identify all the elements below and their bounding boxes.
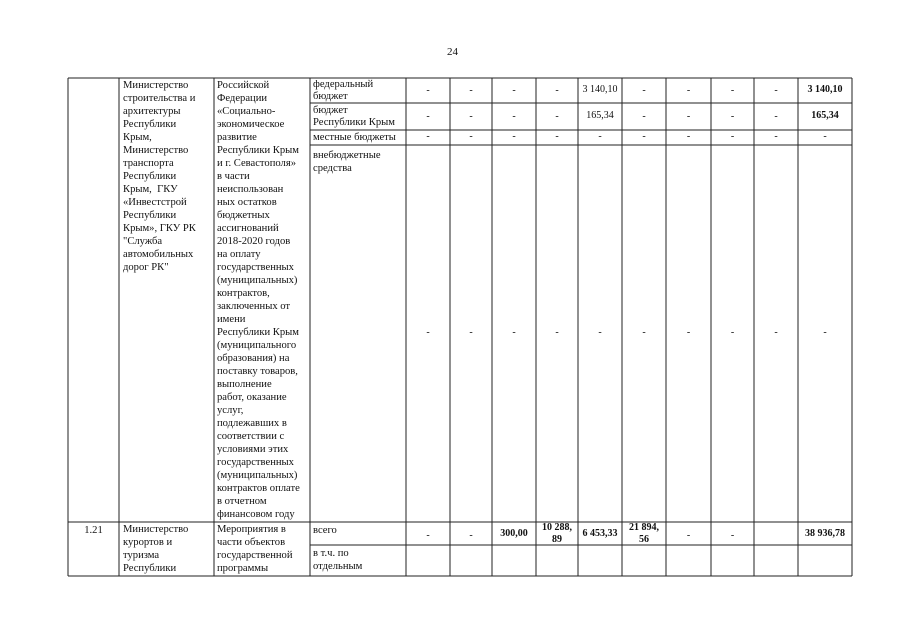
name-line: Российской (217, 80, 270, 91)
name-line: имени (217, 314, 246, 325)
cell-value: - (686, 111, 691, 122)
name-line: (муниципальных) (217, 275, 298, 286)
executor-line: Министерство (123, 80, 189, 91)
name-line: контрактов, (217, 288, 270, 299)
name-line: развитие (217, 132, 257, 143)
name-line: государственных (217, 262, 294, 273)
cell-value: - (469, 111, 473, 122)
executor-line: Республики (123, 210, 177, 221)
name-line: ных остатков (217, 197, 277, 208)
name-line: «Социально- (217, 106, 276, 117)
cell-value: - (469, 85, 473, 96)
source-label: в т.ч. по (313, 548, 349, 559)
name-line: экономическое (217, 119, 285, 130)
name-line: работ, оказание (217, 392, 287, 403)
name-line: Республики Крым (217, 145, 299, 156)
cell-value: - (469, 131, 473, 142)
cell-value: 6 453,33 (582, 528, 618, 539)
cell-value: - (774, 131, 778, 142)
executor-line: курортов и (123, 537, 173, 548)
cell-value: - (686, 131, 691, 142)
executor-line: Республики (123, 119, 177, 130)
source-label: отдельным (313, 561, 363, 572)
executor-line: транспорта (123, 158, 174, 169)
name-line: Республики Крым (217, 327, 299, 338)
cell-value: - (642, 131, 646, 142)
cell-value: - (469, 530, 473, 541)
executor-line: Крым, ГКУ (123, 184, 178, 195)
executor-line: Министерство (123, 145, 189, 156)
name-line: государственной (217, 550, 293, 561)
row-total: 38 936,78 (805, 528, 845, 539)
source-label: средства (313, 163, 352, 174)
cell-value: - (774, 327, 778, 338)
name-line: ассигнований (217, 223, 279, 234)
item-number: 1.21 (84, 525, 103, 536)
cell-value: - (730, 327, 735, 338)
name-line: Мероприятия в (217, 524, 286, 535)
source-label: бюджет (313, 105, 348, 116)
name-line: Федерации (217, 93, 268, 104)
executor-line: архитектуры (123, 106, 181, 117)
cell-value: - (774, 111, 778, 122)
name-line: части объектов (217, 537, 286, 548)
source-label: местные бюджеты (313, 132, 396, 143)
cell-value: 10 288, 89 (542, 522, 572, 545)
cell-value: - (555, 85, 559, 96)
cell-value: - (512, 111, 516, 122)
name-line: государственных (217, 457, 294, 468)
name-line: 2018-2020 годов (217, 236, 291, 247)
name-line: подлежавших в (217, 418, 287, 429)
cell-value: - (555, 327, 559, 338)
cell-value: 21 894, 56 (629, 522, 659, 545)
name-line: программы (217, 563, 269, 574)
cell-value: - (426, 131, 430, 142)
name-line: заключенных от (217, 301, 291, 312)
cell-value: - (512, 327, 516, 338)
name-line: (муниципального (217, 340, 297, 351)
name-line: неиспользован (217, 184, 284, 195)
cell-value: - (730, 111, 735, 122)
cell-value: - (512, 85, 516, 96)
executor-line: дорог РК" (123, 262, 169, 273)
source-label: Республики Крым (313, 117, 395, 128)
name-line: выполнение (217, 379, 272, 390)
source-label: внебюджетные (313, 150, 381, 161)
cell-value: - (426, 85, 430, 96)
executor-line: строительства и (123, 93, 196, 104)
cell-value: - (642, 111, 646, 122)
cell-value: 165,34 (586, 110, 614, 121)
name-line: (муниципальных) (217, 470, 298, 481)
name-line: соответствии с (217, 431, 285, 442)
row-total: 165,34 (811, 110, 839, 121)
cell-value: - (598, 327, 602, 338)
name-line: финансовом году (217, 509, 295, 520)
name-line: бюджетных (217, 210, 270, 221)
executor-line: "Служба (123, 236, 163, 247)
cell-value: - (426, 530, 430, 541)
name-line: в части (217, 171, 250, 182)
cell-value: - (512, 131, 516, 142)
row-total: - (823, 131, 827, 142)
name-line: контрактов оплате (217, 483, 300, 494)
row-total: 3 140,10 (807, 84, 843, 95)
executor-line: Крым», ГКУ РК (123, 223, 196, 234)
cell-value: 3 140,10 (582, 84, 618, 95)
name-line: в отчетном (217, 496, 267, 507)
source-label: федеральный (313, 79, 374, 90)
cell-value: - (555, 111, 559, 122)
cell-value: - (426, 327, 430, 338)
cell-value: - (598, 131, 602, 142)
cell-value: - (469, 327, 473, 338)
name-line: условиями этих (217, 444, 289, 455)
name-line: образования) на (217, 353, 290, 364)
cell-value: - (730, 131, 735, 142)
executor-line: Республики (123, 563, 177, 574)
source-label: бюджет (313, 91, 348, 102)
source-label: всего (313, 525, 337, 536)
executor-line: Крым, (123, 132, 152, 143)
cell-value: - (686, 530, 691, 541)
cell-value: - (730, 85, 735, 96)
name-line: услуг, (217, 405, 244, 416)
executor-line: туризма (123, 550, 160, 561)
executor-line: Республики (123, 171, 177, 182)
row-total: - (823, 327, 827, 338)
cell-value: - (686, 85, 691, 96)
name-line: поставку товаров, (217, 366, 298, 377)
cell-value: - (774, 85, 778, 96)
cell-value: - (642, 327, 646, 338)
cell-value: - (730, 530, 735, 541)
executor-line: «Инвестстрой (123, 197, 187, 208)
cell-value: 300,00 (500, 528, 528, 539)
name-line: и г. Севастополя» (217, 158, 296, 169)
page-number: 24 (447, 46, 458, 58)
name-line: на оплату (217, 249, 261, 260)
cell-value: - (686, 327, 691, 338)
executor-line: Министерство (123, 524, 189, 535)
cell-value: - (642, 85, 646, 96)
executor-line: автомобильных (123, 249, 194, 260)
cell-value: - (426, 111, 430, 122)
cell-value: - (555, 131, 559, 142)
